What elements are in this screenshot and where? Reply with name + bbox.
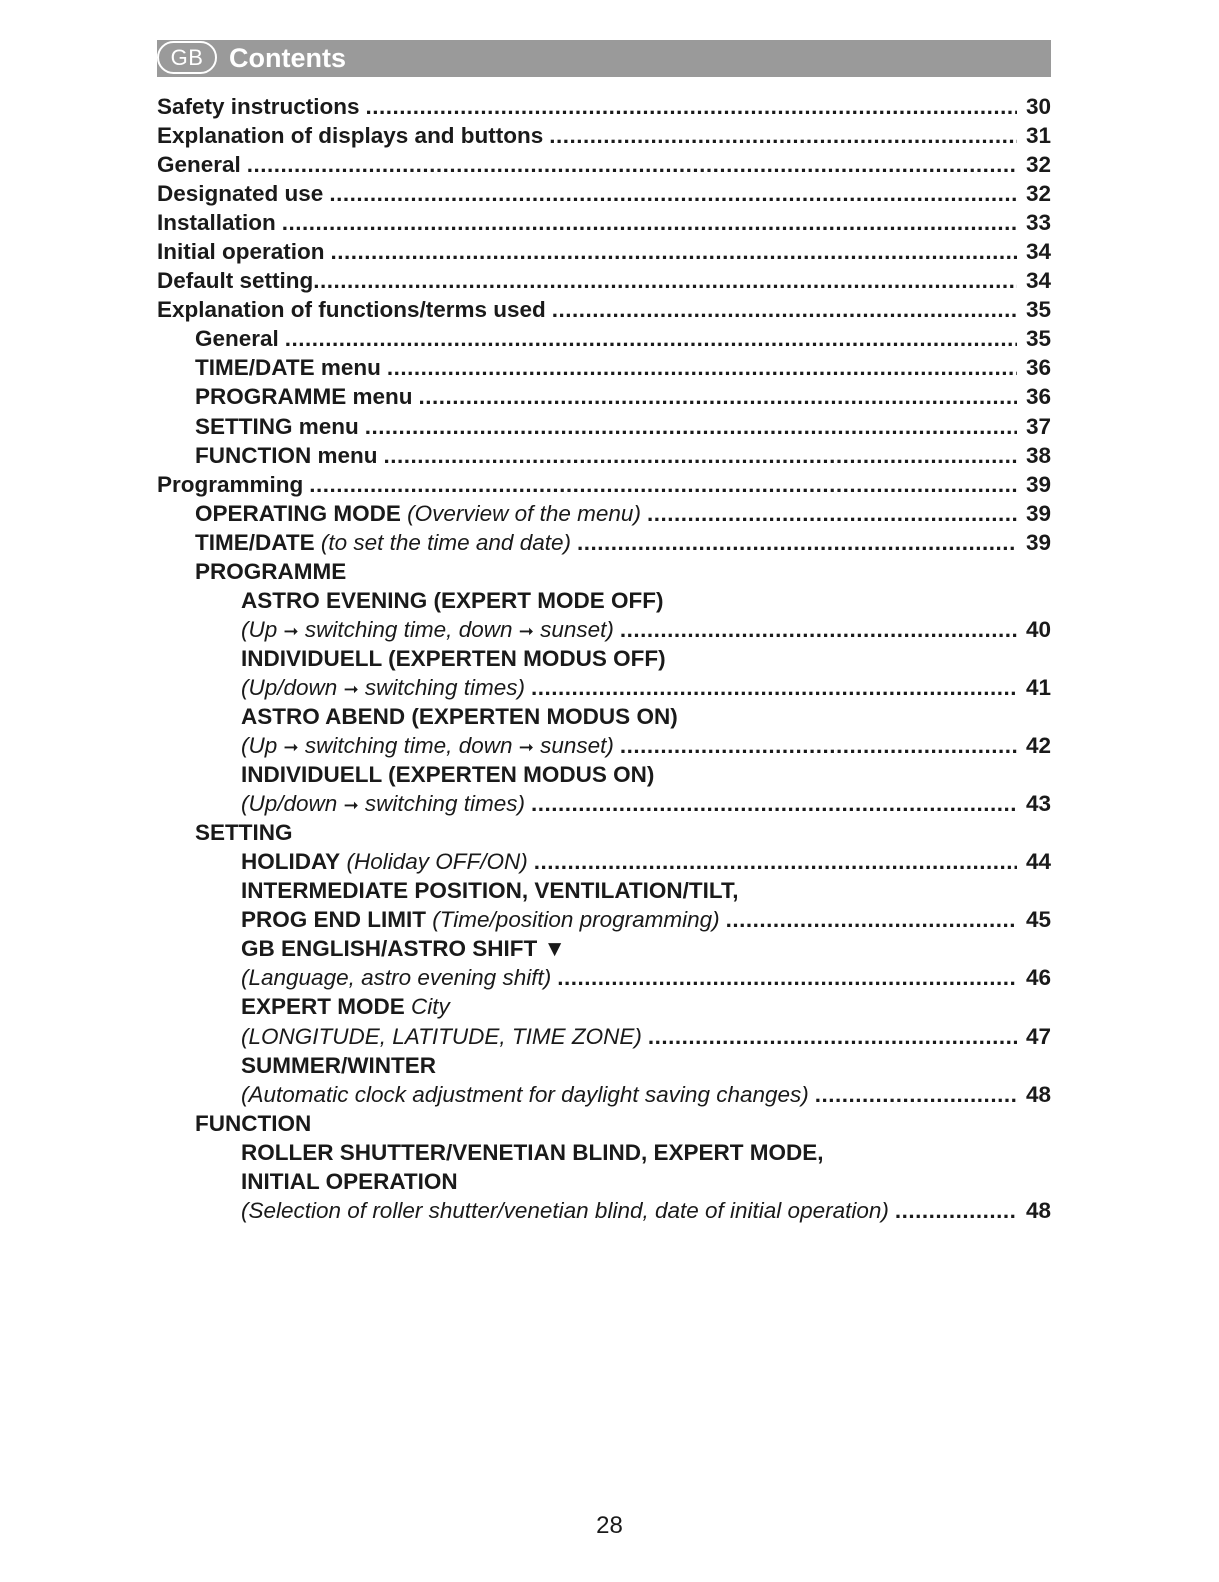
dot-leader — [366, 92, 1017, 121]
toc-entry-description: City — [411, 994, 450, 1020]
toc-page-number: 39 — [1025, 471, 1051, 497]
toc-entry-title: INDIVIDUELL (EXPERTEN MODUS OFF) — [241, 645, 666, 671]
toc-entry-title: GB ENGLISH/ASTRO SHIFT ▼ — [241, 936, 566, 962]
toc-entry-title: SETTING menu — [195, 413, 359, 439]
toc-page-number: 47 — [1025, 1023, 1051, 1049]
toc-page-number: 35 — [1025, 326, 1051, 352]
toc-entry[interactable] — [157, 905, 1051, 934]
table-of-contents — [157, 92, 1051, 1225]
toc-entry[interactable] — [157, 1080, 1051, 1109]
dot-leader — [282, 208, 1017, 237]
toc-entry-description: (Up ➞ switching time, down ➞ sunset) — [241, 733, 614, 759]
toc-page-number: 34 — [1025, 268, 1051, 294]
toc-entry-title: Installation — [157, 210, 276, 236]
toc-entry-title: Explanation of functions/terms used — [157, 297, 546, 323]
toc-subsection-heading — [157, 876, 1051, 905]
toc-entry-title: General — [157, 152, 241, 178]
toc-entry-title: General — [195, 326, 279, 352]
toc-entry-title: EXPERT MODE — [241, 994, 405, 1020]
toc-entry-description: (Overview of the menu) — [407, 500, 641, 526]
toc-subsection-heading — [157, 644, 1051, 673]
toc-entry-title: FUNCTION menu — [195, 442, 378, 468]
toc-entry-title: TIME/DATE — [195, 529, 315, 555]
toc-entry[interactable] — [157, 92, 1051, 121]
dot-leader — [387, 353, 1017, 382]
toc-entry[interactable] — [157, 412, 1051, 441]
toc-entry[interactable] — [157, 324, 1051, 353]
dot-leader — [895, 1196, 1017, 1225]
toc-entry-title: ROLLER SHUTTER/VENETIAN BLIND, EXPERT MODE, — [241, 1139, 824, 1165]
toc-entry[interactable] — [157, 441, 1051, 470]
toc-page-number: 39 — [1025, 529, 1051, 555]
toc-entry[interactable] — [157, 470, 1051, 499]
toc-page-number: 34 — [1025, 239, 1051, 265]
toc-entry[interactable] — [157, 208, 1051, 237]
toc-entry-title: FUNCTION — [195, 1110, 312, 1136]
dot-leader — [531, 789, 1017, 818]
toc-page-number: 30 — [1025, 94, 1051, 119]
toc-entry-title: HOLIDAY — [241, 849, 341, 875]
toc-entry[interactable] — [157, 1022, 1051, 1051]
toc-entry[interactable] — [157, 266, 1051, 295]
toc-entry[interactable] — [157, 673, 1051, 702]
toc-page-number: 48 — [1025, 1081, 1051, 1107]
dot-leader — [329, 179, 1017, 208]
toc-entry-title: Explanation of displays and buttons — [157, 123, 544, 149]
toc-page-number: 32 — [1025, 152, 1051, 178]
toc-entry-description: (Selection of roller shutter/venetian blind, date of initial operation) — [241, 1197, 889, 1223]
dot-leader — [531, 673, 1017, 702]
toc-entry-title: PROG END LIMIT — [241, 907, 426, 933]
toc-entry-title: ASTRO ABEND (EXPERTEN MODUS ON) — [241, 703, 678, 729]
dot-leader — [620, 615, 1017, 644]
dot-leader — [285, 324, 1017, 353]
toc-entry[interactable] — [157, 528, 1051, 557]
dot-leader — [726, 905, 1017, 934]
toc-entry-title: Safety instructions — [157, 94, 360, 119]
toc-entry-title: INTERMEDIATE POSITION, VENTILATION/TILT, — [241, 878, 739, 904]
toc-entry[interactable] — [157, 731, 1051, 760]
toc-entry[interactable] — [157, 1196, 1051, 1225]
dot-leader — [309, 470, 1017, 499]
toc-subsection-heading — [157, 1138, 1051, 1167]
toc-page-number: 33 — [1025, 210, 1051, 236]
toc-entry-title: INITIAL OPERATION — [241, 1168, 458, 1194]
toc-entry-description: (Up ➞ switching time, down ➞ sunset) — [241, 616, 614, 642]
toc-entry[interactable] — [157, 382, 1051, 411]
toc-entry[interactable] — [157, 499, 1051, 528]
contents-header-bar — [157, 40, 1051, 77]
toc-entry-description: (Up/down ➞ switching times) — [241, 791, 525, 817]
toc-entry-description: (Time/position programming) — [432, 907, 720, 933]
dot-leader — [557, 963, 1017, 992]
toc-entry-title: INDIVIDUELL (EXPERTEN MODUS ON) — [241, 762, 655, 788]
dot-leader — [549, 121, 1017, 150]
dot-leader — [534, 847, 1017, 876]
toc-entry[interactable] — [157, 150, 1051, 179]
right-arrow-icon: ➞ — [518, 620, 534, 641]
toc-page-number: 48 — [1025, 1197, 1051, 1223]
toc-page-number: 39 — [1025, 500, 1051, 526]
dot-leader — [419, 382, 1017, 411]
toc-page-number: 42 — [1025, 733, 1051, 759]
right-arrow-icon: ➞ — [518, 737, 534, 758]
toc-section-heading — [157, 818, 1051, 847]
language-badge: GB — [157, 41, 217, 74]
dot-leader — [815, 1080, 1017, 1109]
toc-page-number: 35 — [1025, 297, 1051, 323]
page-number: 28 — [596, 1512, 623, 1539]
toc-entry-title: PROGRAMME — [195, 558, 347, 584]
toc-entry-title: Programming — [157, 471, 304, 497]
dot-leader — [384, 441, 1018, 470]
toc-entry-title: SUMMER/WINTER — [241, 1052, 436, 1078]
toc-entry-description: (to set the time and date) — [320, 529, 571, 555]
right-arrow-icon: ➞ — [343, 795, 359, 816]
toc-entry-title: Default setting — [157, 268, 314, 294]
toc-entry-description: (Holiday OFF/ON) — [346, 849, 528, 875]
toc-subsection-heading — [157, 702, 1051, 731]
toc-page-number: 43 — [1025, 791, 1051, 817]
toc-entry-title: OPERATING MODE — [195, 500, 401, 526]
dot-leader — [552, 295, 1017, 324]
toc-entry[interactable] — [157, 121, 1051, 150]
toc-page-number: 38 — [1025, 442, 1051, 468]
right-arrow-icon: ➞ — [283, 620, 299, 641]
toc-page-number: 36 — [1025, 384, 1051, 410]
toc-subsection-heading — [157, 934, 1051, 963]
dot-leader — [365, 412, 1017, 441]
toc-entry[interactable] — [157, 179, 1051, 208]
toc-entry[interactable] — [157, 295, 1051, 324]
toc-page-number: 41 — [1025, 674, 1051, 700]
dot-leader — [647, 499, 1017, 528]
toc-entry-description: (Language, astro evening shift) — [241, 965, 552, 991]
right-arrow-icon: ➞ — [283, 737, 299, 758]
toc-section-heading — [157, 1109, 1051, 1138]
toc-page-number: 32 — [1025, 181, 1051, 207]
toc-entry-description: (Automatic clock adjustment for daylight saving changes) — [241, 1081, 809, 1107]
toc-entry[interactable] — [157, 615, 1051, 644]
dot-leader — [648, 1022, 1017, 1051]
toc-entry[interactable] — [157, 963, 1051, 992]
toc-subsection-heading — [157, 760, 1051, 789]
toc-entry-title: Designated use — [157, 181, 324, 207]
toc-entry-title: ASTRO EVENING (EXPERT MODE OFF) — [241, 587, 664, 613]
toc-entry-description: (LONGITUDE, LATITUDE, TIME ZONE) — [241, 1023, 642, 1049]
toc-entry-title: SETTING — [195, 820, 293, 846]
toc-entry-title: Initial operation — [157, 239, 325, 265]
dot-leader — [247, 150, 1017, 179]
toc-page-number: 45 — [1025, 907, 1051, 933]
toc-subsection-heading — [157, 992, 1051, 1021]
dot-leader — [331, 237, 1017, 266]
dot-leader — [313, 266, 1017, 295]
toc-entry[interactable] — [157, 237, 1051, 266]
right-arrow-icon: ➞ — [343, 678, 359, 699]
toc-entry-description: (Up/down ➞ switching times) — [241, 674, 525, 700]
toc-entry[interactable] — [157, 847, 1051, 876]
toc-page-number: 31 — [1025, 123, 1051, 149]
page-title: Contents — [229, 43, 346, 73]
toc-entry-title: PROGRAMME menu — [195, 384, 413, 410]
toc-section-heading — [157, 557, 1051, 586]
toc-entry[interactable] — [157, 789, 1051, 818]
dot-leader — [620, 731, 1017, 760]
dot-leader — [577, 528, 1017, 557]
toc-entry[interactable] — [157, 353, 1051, 382]
toc-entry-title: TIME/DATE menu — [195, 355, 381, 381]
toc-subsection-heading — [157, 1051, 1051, 1080]
toc-subsection-heading — [157, 586, 1051, 615]
toc-subsection-heading — [157, 1167, 1051, 1196]
toc-page-number: 36 — [1025, 355, 1051, 381]
toc-page-number: 40 — [1025, 616, 1051, 642]
toc-page-number: 37 — [1025, 413, 1051, 439]
toc-page-number: 44 — [1025, 849, 1051, 875]
toc-page-number: 46 — [1025, 965, 1051, 991]
